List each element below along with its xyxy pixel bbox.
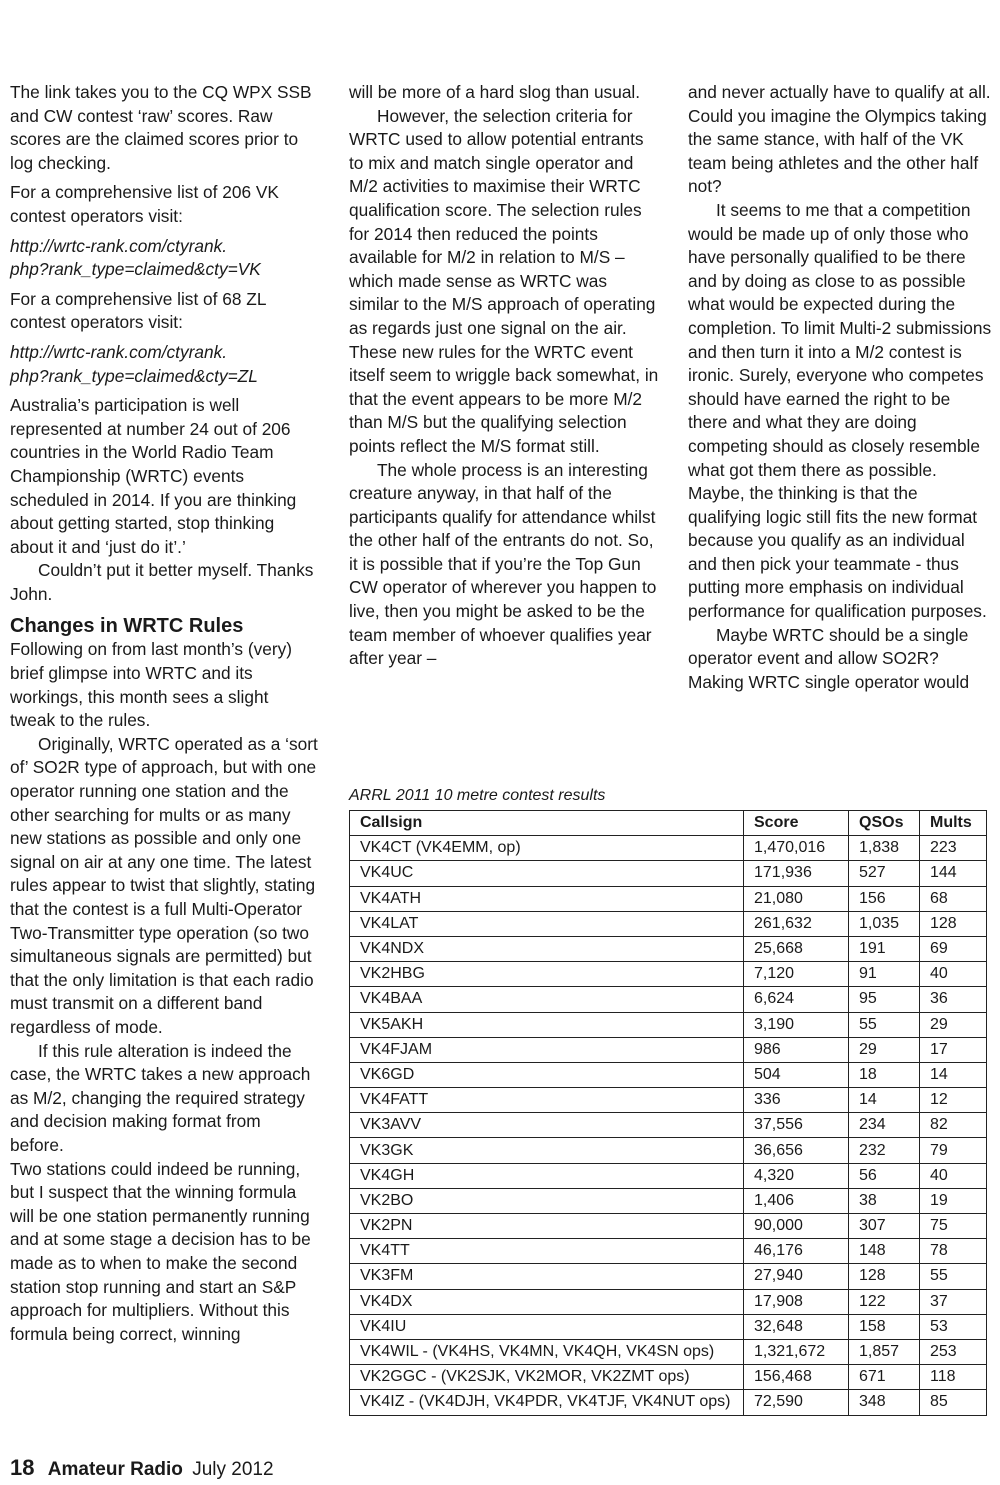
url-line: http://wrtc-rank.com/ctyrank. bbox=[10, 341, 228, 362]
cell-score: 17,908 bbox=[744, 1289, 849, 1314]
cell-callsign: VK2HBG bbox=[350, 962, 744, 987]
cell-mults: 19 bbox=[920, 1188, 987, 1213]
cell-qsos: 1,035 bbox=[849, 911, 920, 936]
cell-callsign: VK4NDX bbox=[350, 936, 744, 961]
cell-score: 25,668 bbox=[744, 936, 849, 961]
cell-callsign: VK4IZ - (VK4DJH, VK4PDR, VK4TJF, VK4NUT ops) bbox=[350, 1390, 744, 1415]
table-row bbox=[350, 836, 987, 861]
cell-callsign: VK4WIL - (VK4HS, VK4MN, VK4QH, VK4SN ops) bbox=[350, 1339, 744, 1364]
cell-mults: 68 bbox=[920, 886, 987, 911]
cell-qsos: 18 bbox=[849, 1062, 920, 1087]
cell-score: 504 bbox=[744, 1062, 849, 1087]
cell-mults: 55 bbox=[920, 1264, 987, 1289]
table-row bbox=[350, 1289, 987, 1314]
table-row bbox=[350, 1314, 987, 1339]
cell-qsos: 56 bbox=[849, 1163, 920, 1188]
cell-qsos: 191 bbox=[849, 936, 920, 961]
cell-score: 6,624 bbox=[744, 987, 849, 1012]
cell-qsos: 14 bbox=[849, 1088, 920, 1113]
cell-qsos: 148 bbox=[849, 1239, 920, 1264]
paragraph: For a comprehensive list of 206 VK contest operators visit: bbox=[10, 182, 279, 226]
cell-qsos: 38 bbox=[849, 1188, 920, 1213]
paragraph: Couldn’t put it better myself. Thanks John. bbox=[10, 560, 314, 604]
cell-score: 7,120 bbox=[744, 962, 849, 987]
cell-mults: 14 bbox=[920, 1062, 987, 1087]
cell-score: 4,320 bbox=[744, 1163, 849, 1188]
cell-qsos: 234 bbox=[849, 1113, 920, 1138]
cell-score: 46,176 bbox=[744, 1239, 849, 1264]
cell-mults: 128 bbox=[920, 911, 987, 936]
magazine-title: Amateur Radio bbox=[47, 1459, 183, 1480]
cell-qsos: 232 bbox=[849, 1138, 920, 1163]
cell-mults: 17 bbox=[920, 1037, 987, 1062]
cell-mults: 144 bbox=[920, 861, 987, 886]
table-row bbox=[350, 1188, 987, 1213]
cell-callsign: VK4LAT bbox=[350, 911, 744, 936]
page-number: 18 bbox=[10, 1455, 35, 1480]
cell-mults: 79 bbox=[920, 1138, 987, 1163]
cell-callsign: VK3GK bbox=[350, 1138, 744, 1163]
cell-score: 171,936 bbox=[744, 861, 849, 886]
cell-callsign: VK4IU bbox=[350, 1314, 744, 1339]
table-caption: ARRL 2011 10 metre contest results bbox=[349, 787, 606, 804]
table-header-row bbox=[350, 811, 987, 836]
paragraph: and never actually have to qualify at all. Could you imagine the Olympics taking the same stance, with half of the VK team being athletes and the other half not? bbox=[688, 82, 991, 197]
paragraph: Australia’s participation is well represented at number 24 out of 206 countries in the World Radio Team Championship (WRTC) events scheduled in 2014. If you are thinking about getting started, stop thinking about it and ‘just do it’.’ bbox=[10, 395, 297, 557]
issue-date: July 2012 bbox=[192, 1459, 274, 1480]
cell-score: 986 bbox=[744, 1037, 849, 1062]
table-row bbox=[350, 962, 987, 987]
cell-mults: 75 bbox=[920, 1214, 987, 1239]
url-line: php?rank_type=claimed&cty=ZL bbox=[10, 365, 258, 386]
table-row bbox=[350, 1037, 987, 1062]
cell-qsos: 55 bbox=[849, 1012, 920, 1037]
cell-score: 90,000 bbox=[744, 1214, 849, 1239]
table-row bbox=[350, 1264, 987, 1289]
cell-score: 336 bbox=[744, 1088, 849, 1113]
cell-mults: 223 bbox=[920, 836, 987, 861]
cell-qsos: 128 bbox=[849, 1264, 920, 1289]
column-1 bbox=[10, 81, 318, 1346]
paragraph: Originally, WRTC operated as a ‘sort of’ SO2R type of approach, but with one operator running one station and the other searching for mults or as many new stations as possible and only one signal on air at any one time. The latest rules appear to twist that slightly, stating that the contest is a full Multi-Operator Two-Transmitter type operation (so two simultaneous signals are permitted) but that the only limitation is that each radio must transmit on a different band regardless of mode. bbox=[10, 733, 318, 1037]
table-row bbox=[350, 1138, 987, 1163]
cell-mults: 53 bbox=[920, 1314, 987, 1339]
cell-callsign: VK4TT bbox=[350, 1239, 744, 1264]
url-line: php?rank_type=claimed&cty=VK bbox=[10, 259, 261, 280]
url-link-vk[interactable] bbox=[10, 235, 318, 282]
cell-score: 1,321,672 bbox=[744, 1339, 849, 1364]
cell-score: 27,940 bbox=[744, 1264, 849, 1289]
paragraph: For a comprehensive list of 68 ZL contest operators visit: bbox=[10, 288, 266, 333]
cell-callsign: VK3AVV bbox=[350, 1113, 744, 1138]
cell-score: 156,468 bbox=[744, 1365, 849, 1390]
table-row bbox=[350, 1062, 987, 1087]
cell-callsign: VK2PN bbox=[350, 1214, 744, 1239]
cell-score: 1,406 bbox=[744, 1188, 849, 1213]
table-row bbox=[350, 886, 987, 911]
table-body bbox=[350, 836, 987, 1415]
paragraph: Two stations could indeed be running, but I suspect that the winning formula will be one station permanently running and at some stage a decision has to be made as to when to make the second station stop running and start an S&P approach for multipliers. Without this formula being correct, winning bbox=[10, 1158, 311, 1344]
cell-callsign: VK4DX bbox=[350, 1289, 744, 1314]
table-row bbox=[350, 1113, 987, 1138]
paragraph: However, the selection criteria for WRTC used to allow potential entrants to mix and match single operator and M/2 activities to maximise their WRTC qualification score. The selection rules for 2014 then reduced the points available for M/2 in relation to M/S – which made sense as WRTC was similar to the M/S approach of operating as regards just one signal on the air. These new rules for the WRTC event itself seem to wriggle back somewhat, in that the event appears to be more M/2 than M/S but the qualifying selection points reflect the M/S format still. bbox=[349, 105, 659, 456]
cell-score: 36,656 bbox=[744, 1138, 849, 1163]
column-header-callsign: Callsign bbox=[350, 811, 744, 836]
cell-score: 1,470,016 bbox=[744, 836, 849, 861]
cell-callsign: VK2GGC - (VK2SJK, VK2MOR, VK2ZMT ops) bbox=[350, 1365, 744, 1390]
url-link-zl[interactable] bbox=[10, 341, 318, 388]
cell-qsos: 348 bbox=[849, 1390, 920, 1415]
column-header-mults: Mults bbox=[920, 811, 987, 836]
cell-mults: 69 bbox=[920, 936, 987, 961]
cell-mults: 40 bbox=[920, 962, 987, 987]
cell-callsign: VK2BO bbox=[350, 1188, 744, 1213]
table-row bbox=[350, 1088, 987, 1113]
paragraph: The whole process is an interesting creature anyway, in that half of the participants qualify for attendance whilst the other half of the entrants do not. So, it is possible that if you’re the Top Gun CW operator of wherever you happen to live, then you might be asked to be the team member of whoever qualifies year after year – bbox=[349, 459, 657, 669]
paragraph: The link takes you to the CQ WPX SSB and CW contest ‘raw’ scores. Raw scores are the claimed scores prior to log checking. bbox=[10, 82, 312, 173]
table-row bbox=[350, 911, 987, 936]
page-footer bbox=[10, 1455, 274, 1483]
cell-score: 32,648 bbox=[744, 1314, 849, 1339]
cell-score: 21,080 bbox=[744, 886, 849, 911]
paragraph: It seems to me that a competition would be made up of only those who have personally qualified to be there and by doing as close to as possible what would be expected during the completion. To limit Multi-2 submissions and then turn it into a M/2 contest is ironic. Surely, everyone who competes should have earned the right to be there and what they are doing competing should as closely resemble what got them there as possible. Maybe, the thinking is that the qualifying logic still fits the new format because you qualify as an individual and then pick your teammate - thus putting more emphasis on individual performance for qualification purposes. bbox=[688, 199, 992, 622]
cell-qsos: 122 bbox=[849, 1289, 920, 1314]
cell-qsos: 91 bbox=[849, 962, 920, 987]
cell-callsign: VK4ATH bbox=[350, 886, 744, 911]
column-header-qsos: QSOs bbox=[849, 811, 920, 836]
table-row bbox=[350, 987, 987, 1012]
cell-qsos: 1,857 bbox=[849, 1339, 920, 1364]
cell-mults: 118 bbox=[920, 1365, 987, 1390]
cell-callsign: VK4FATT bbox=[350, 1088, 744, 1113]
table-row bbox=[350, 1214, 987, 1239]
table-row bbox=[350, 1339, 987, 1364]
url-line: http://wrtc-rank.com/ctyrank. bbox=[10, 235, 228, 256]
cell-qsos: 527 bbox=[849, 861, 920, 886]
column-header-score: Score bbox=[744, 811, 849, 836]
cell-mults: 40 bbox=[920, 1163, 987, 1188]
column-2 bbox=[349, 81, 659, 671]
cell-mults: 12 bbox=[920, 1088, 987, 1113]
table-row bbox=[350, 1365, 987, 1390]
cell-mults: 85 bbox=[920, 1390, 987, 1415]
cell-callsign: VK4CT (VK4EMM, op) bbox=[350, 836, 744, 861]
cell-score: 37,556 bbox=[744, 1113, 849, 1138]
table-row bbox=[350, 1239, 987, 1264]
paragraph: Maybe WRTC should be a single operator event and allow SO2R? Making WRTC single operator would bbox=[688, 624, 970, 692]
cell-mults: 37 bbox=[920, 1289, 987, 1314]
cell-callsign: VK3FM bbox=[350, 1264, 744, 1289]
paragraph: will be more of a hard slog than usual. bbox=[349, 82, 641, 102]
cell-callsign: VK5AKH bbox=[350, 1012, 744, 1037]
cell-score: 72,590 bbox=[744, 1390, 849, 1415]
cell-mults: 253 bbox=[920, 1339, 987, 1364]
table-row bbox=[350, 936, 987, 961]
cell-mults: 78 bbox=[920, 1239, 987, 1264]
column-3 bbox=[688, 81, 993, 694]
table-row bbox=[350, 1163, 987, 1188]
cell-qsos: 671 bbox=[849, 1365, 920, 1390]
table-row bbox=[350, 1390, 987, 1415]
cell-qsos: 29 bbox=[849, 1037, 920, 1062]
cell-mults: 82 bbox=[920, 1113, 987, 1138]
cell-callsign: VK6GD bbox=[350, 1062, 744, 1087]
section-heading: Changes in WRTC Rules bbox=[10, 615, 244, 638]
table-row bbox=[350, 861, 987, 886]
cell-qsos: 156 bbox=[849, 886, 920, 911]
cell-callsign: VK4UC bbox=[350, 861, 744, 886]
table-row bbox=[350, 1012, 987, 1037]
cell-qsos: 1,838 bbox=[849, 836, 920, 861]
cell-mults: 29 bbox=[920, 1012, 987, 1037]
cell-qsos: 95 bbox=[849, 987, 920, 1012]
paragraph: Following on from last month’s (very) brief glimpse into WRTC and its workings, this month sees a slight tweak to the rules. bbox=[10, 639, 293, 731]
cell-qsos: 158 bbox=[849, 1314, 920, 1339]
cell-callsign: VK4BAA bbox=[350, 987, 744, 1012]
cell-mults: 36 bbox=[920, 987, 987, 1012]
cell-callsign: VK4GH bbox=[350, 1163, 744, 1188]
results-table bbox=[349, 810, 987, 1416]
cell-score: 261,632 bbox=[744, 911, 849, 936]
cell-callsign: VK4FJAM bbox=[350, 1037, 744, 1062]
cell-qsos: 307 bbox=[849, 1214, 920, 1239]
paragraph: If this rule alteration is indeed the case, the WRTC takes a new approach as M/2, changing the required strategy and decision making format from before. bbox=[10, 1040, 311, 1155]
cell-score: 3,190 bbox=[744, 1012, 849, 1037]
